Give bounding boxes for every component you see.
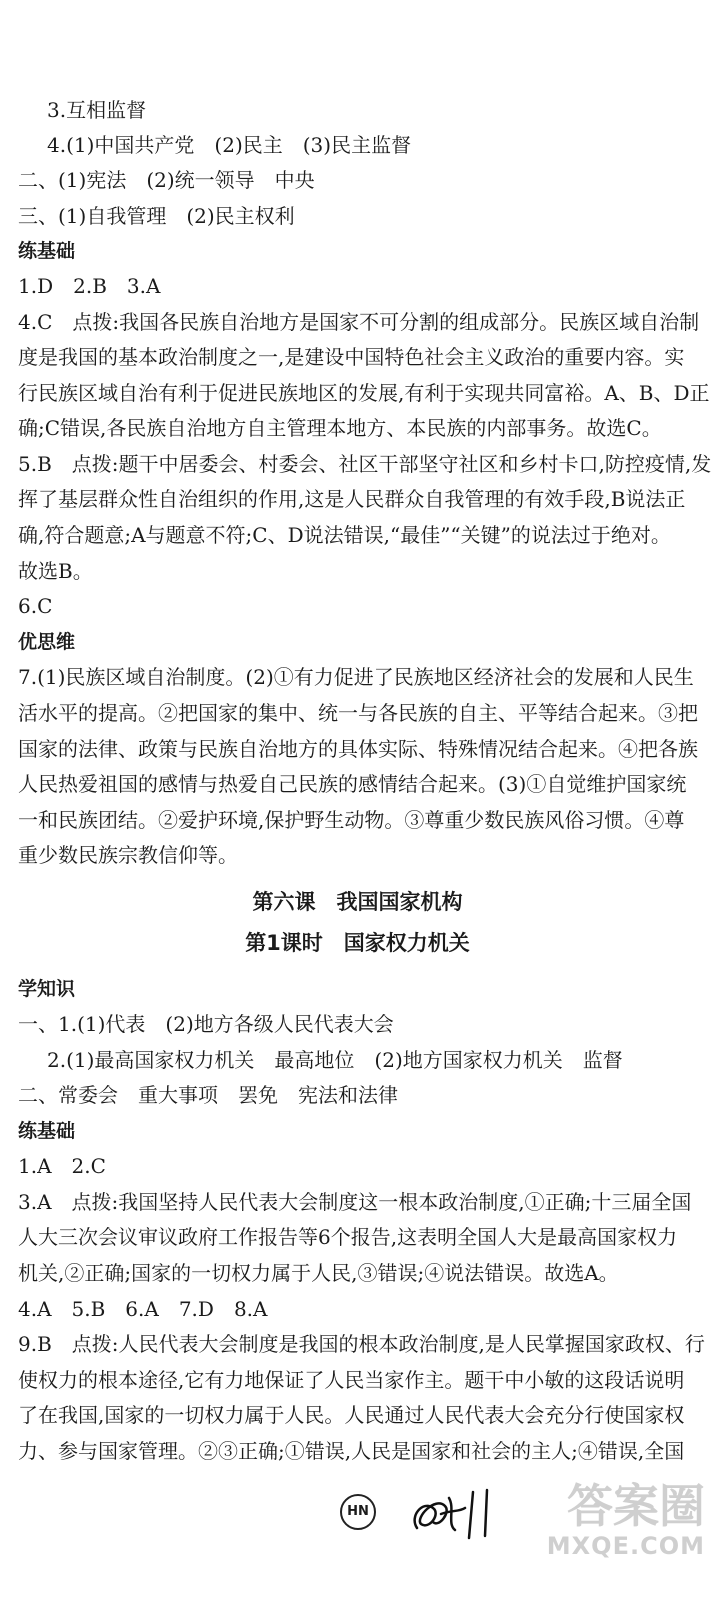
text-line: 机关,②正确;国家的一切权力属于人民,③错误;④说法错误。故选A。 — [18, 1261, 619, 1285]
text-line: 二、(1)宪法 (2)统一领导 中央 — [18, 168, 315, 192]
lesson-title: 第1课时 国家权力机关 — [245, 931, 470, 955]
region-badge: HN — [340, 1494, 376, 1530]
text-line: 挥了基层群众性自治组织的作用,这是人民群众自我管理的有效手段,B说法正 — [18, 487, 686, 511]
text-line: 人民热爱祖国的感情与热爱自己民族的感情结合起来。(3)①自觉维护国家统 — [18, 772, 687, 796]
section-heading: 练基础 — [18, 1120, 76, 1142]
text-line: 3.互相监督 — [47, 98, 147, 122]
text-line: 7.(1)民族区域自治制度。(2)①有力促进了民族地区经济社会的发展和人民生 — [18, 665, 694, 689]
text-line: 度是我国的基本政治制度之一,是建设中国特色社会主义政治的重要内容。实 — [18, 345, 685, 369]
text-line: 一、1.(1)代表 (2)地方各级人民代表大会 — [18, 1012, 394, 1036]
watermark-url: MXQE.COM — [546, 1532, 705, 1560]
text-line: 确;C错误,各民族自治地方自主管理本地方、本民族的内部事务。故选C。 — [18, 416, 662, 440]
watermark — [515, 1480, 705, 1560]
watermark-title: 答案圈 — [567, 1479, 705, 1533]
handwritten-scribble-icon — [405, 1478, 500, 1548]
text-line: 重少数民族宗教信仰等。 — [18, 843, 238, 867]
text-line: 人大三次会议审议政府工作报告等6个报告,这表明全国人大是最高国家权力 — [18, 1225, 678, 1249]
text-line: 5.B 点拨:题干中居委会、村委会、社区干部坚守社区和乡村卡口,防控疫情,发 — [18, 452, 712, 476]
text-line: 活水平的提高。②把国家的集中、统一与各民族的自主、平等结合起来。③把 — [18, 701, 698, 725]
text-line: 力、参与国家管理。②③正确;①错误,人民是国家和社会的主人;④错误,全国 — [18, 1439, 685, 1463]
text-line: 二、常委会 重大事项 罢免 宪法和法律 — [18, 1083, 398, 1107]
text-line: 9.B 点拨:人民代表大会制度是我国的根本政治制度,是人民掌握国家政权、行 — [18, 1332, 705, 1356]
text-line: 行民族区域自治有利于促进民族地区的发展,有利于实现共同富裕。A、B、D正 — [18, 381, 710, 405]
text-line: 6.C — [18, 594, 53, 618]
text-line: 4.(1)中国共产党 (2)民主 (3)民主监督 — [47, 133, 412, 157]
text-line: 三、(1)自我管理 (2)民主权利 — [18, 204, 295, 228]
text-line: 4.A 5.B 6.A 7.D 8.A — [18, 1297, 268, 1321]
text-line: 确,符合题意;A与题意不符;C、D说法错误,“最佳”“关键”的说法过于绝对。 — [18, 523, 671, 547]
text-line: 了在我国,国家的一切权力属于人民。人民通过人民代表大会充分行使国家权 — [18, 1403, 685, 1427]
text-line: 4.C 点拨:我国各民族自治地方是国家不可分割的组成部分。民族区域自治制 — [18, 310, 700, 334]
text-line: 故选B。 — [18, 559, 93, 583]
text-line: 一和民族团结。②爱护环境,保护野生动物。③尊重少数民族风俗习惯。④尊 — [18, 808, 685, 832]
text-line: 国家的法律、政策与民族自治地方的具体实际、特殊情况结合起来。④把各族 — [18, 737, 698, 761]
text-line: 1.A 2.C — [18, 1154, 106, 1178]
text-line: 使权力的根本途径,它有力地保证了人民当家作主。题干中小敏的这段话说明 — [18, 1368, 685, 1392]
text-line: 1.D 2.B 3.A — [18, 274, 161, 298]
chapter-title: 第六课 我国国家机构 — [252, 890, 463, 914]
section-heading: 练基础 — [18, 240, 76, 262]
text-line: 3.A 点拨:我国坚持人民代表大会制度这一根本政治制度,①正确;十三届全国 — [18, 1190, 692, 1214]
section-heading: 优思维 — [18, 631, 76, 653]
text-line: 2.(1)最高国家权力机关 最高地位 (2)地方国家权力机关 监督 — [47, 1048, 623, 1072]
section-heading: 学知识 — [18, 978, 76, 1000]
